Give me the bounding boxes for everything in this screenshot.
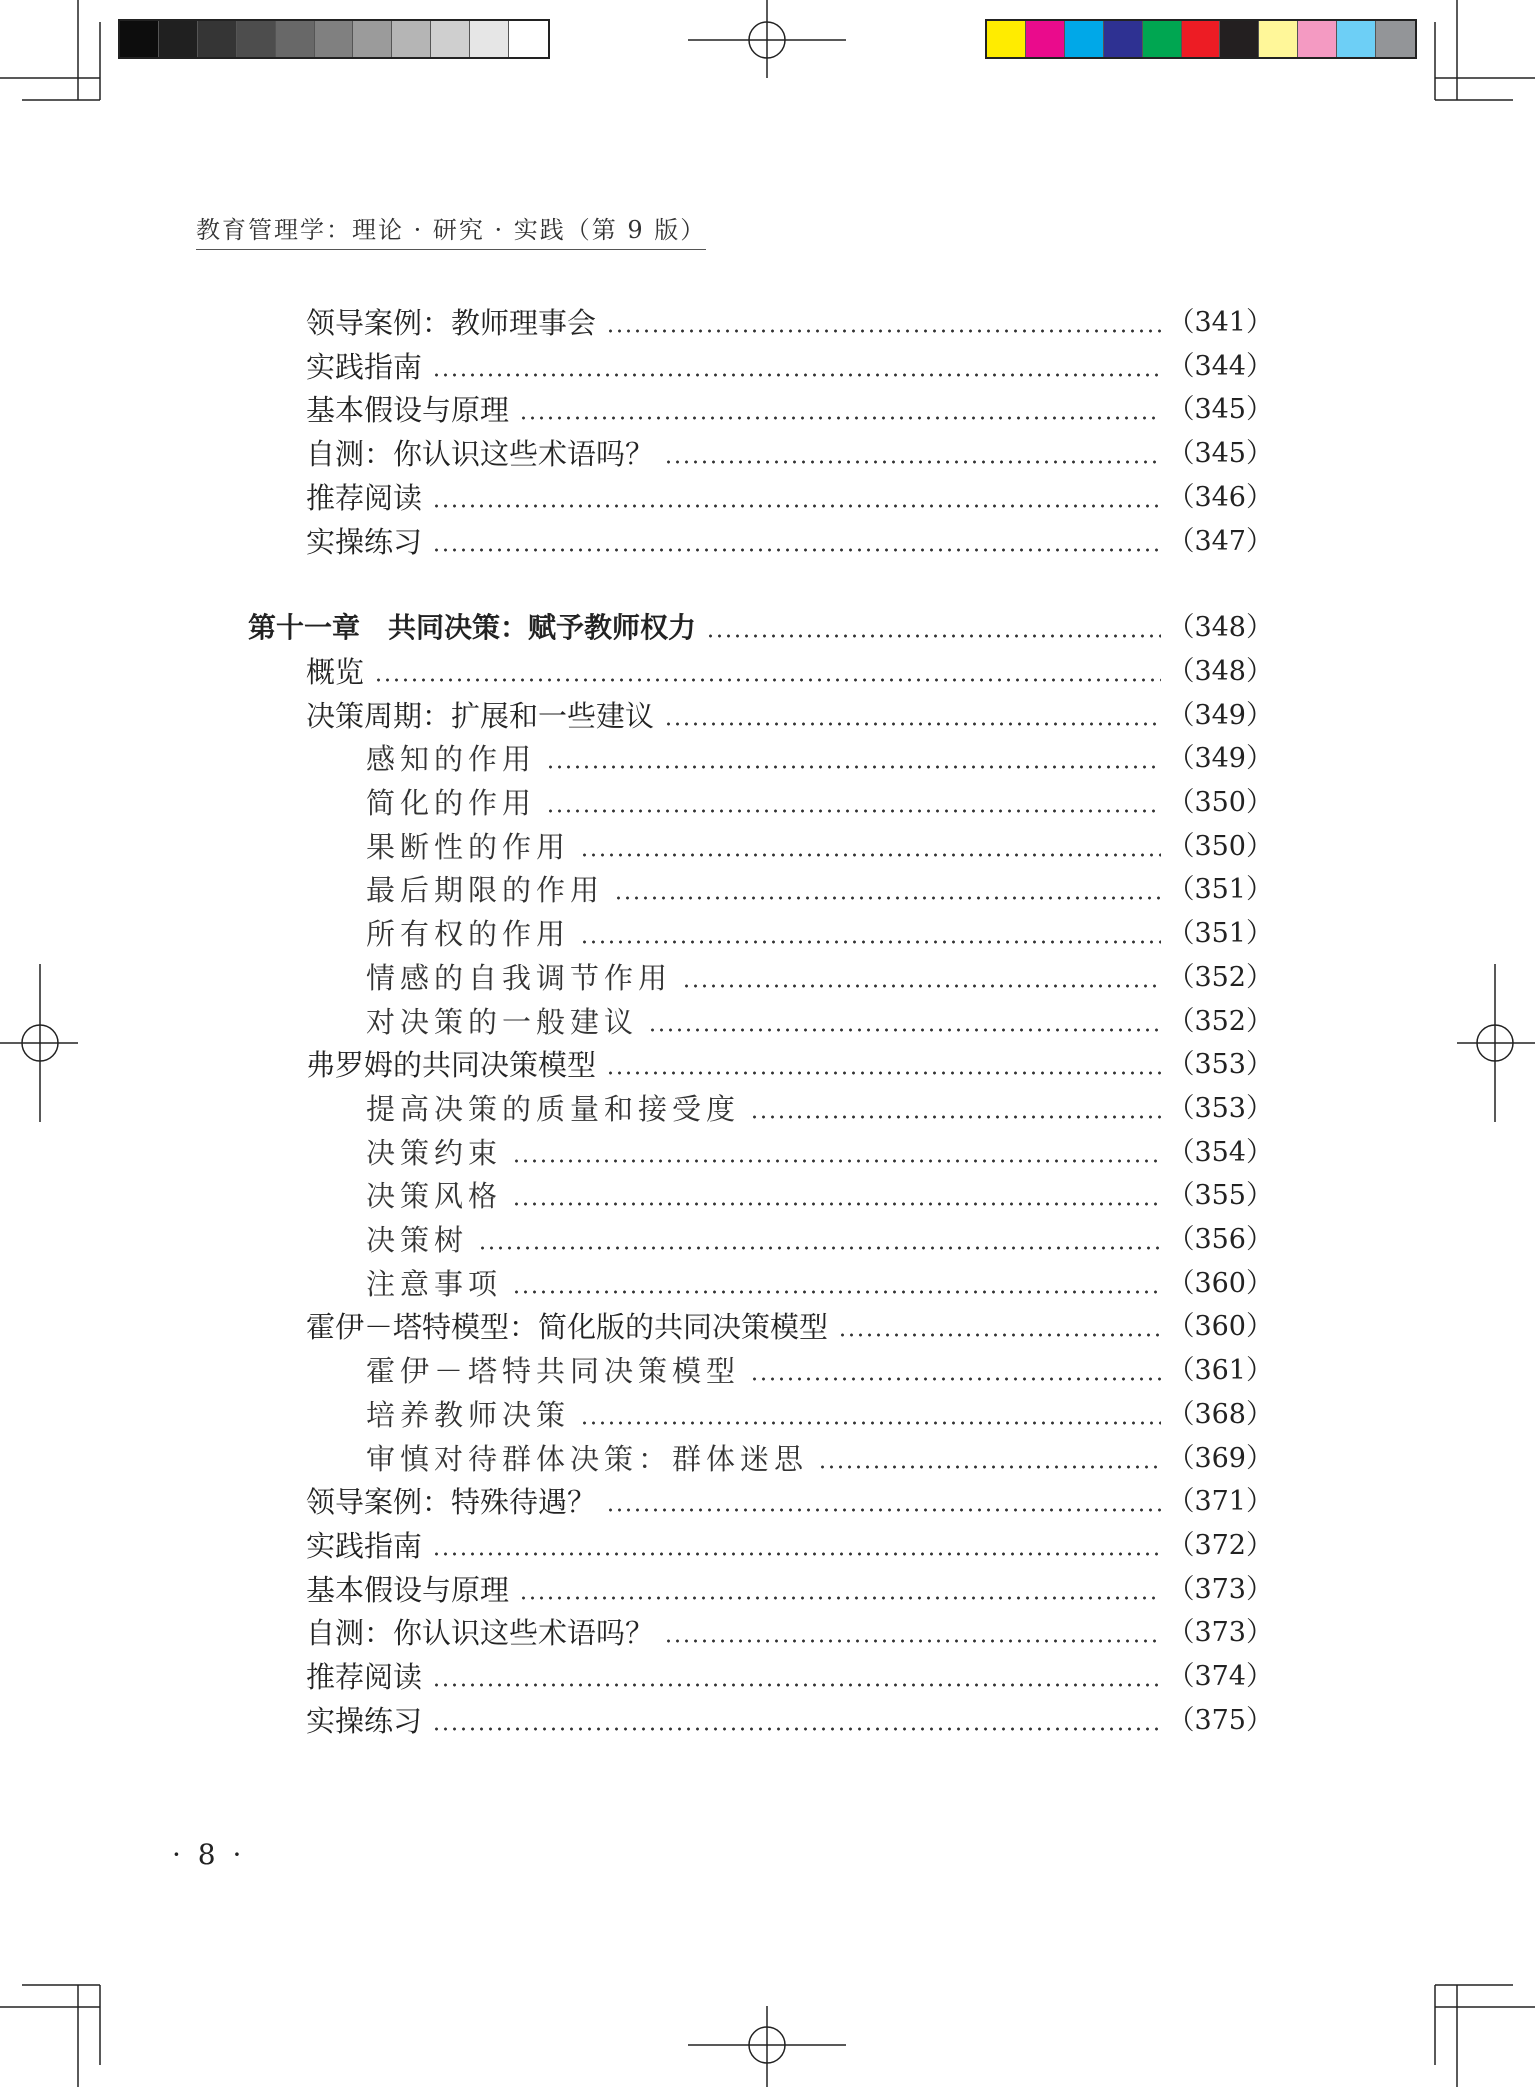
toc-entry <box>306 1482 1273 1522</box>
toc-entry-title: 领导案例：教师理事会 <box>306 306 597 340</box>
toc-entry <box>366 914 1273 954</box>
toc-entry <box>366 1351 1273 1391</box>
dot-leader <box>648 1028 1161 1032</box>
color-swatch <box>431 21 470 57</box>
dot-leader <box>664 722 1161 726</box>
toc-entry-title: 霍伊－塔特共同决策模型 <box>366 1354 741 1389</box>
dot-leader <box>374 678 1161 682</box>
toc-entry-page: （349） <box>1167 699 1273 731</box>
toc-entry-page: （373） <box>1167 1617 1273 1649</box>
toc-entry <box>306 1701 1273 1741</box>
toc-entry <box>306 1657 1273 1697</box>
dot-leader <box>614 896 1161 900</box>
dot-leader <box>606 329 1161 333</box>
toc-entry-page: （355） <box>1167 1180 1273 1212</box>
toc-entry-title: 推荐阅读 <box>306 1660 423 1694</box>
color-swatch <box>237 21 276 57</box>
toc-entry-title: 注意事项 <box>366 1266 503 1301</box>
toc-entry <box>306 1307 1273 1347</box>
toc-entry-page: （347） <box>1167 525 1273 557</box>
toc-entry-page: （345） <box>1167 394 1273 426</box>
toc-entry <box>306 1526 1273 1566</box>
toc-entry-title: 实践指南 <box>306 1528 423 1563</box>
toc-entry <box>306 1613 1273 1653</box>
toc-entry-page: （349） <box>1167 743 1273 775</box>
color-swatch <box>1143 21 1182 57</box>
toc-entry <box>366 739 1273 779</box>
color-swatch <box>1220 21 1259 57</box>
dot-leader <box>432 1727 1161 1731</box>
color-swatch <box>315 21 354 57</box>
toc-entry-page: （361） <box>1167 1355 1273 1387</box>
toc-entry <box>366 1220 1273 1260</box>
toc-entry-page: （352） <box>1167 1005 1273 1037</box>
toc-entry <box>306 522 1273 562</box>
toc-entry-page: （348） <box>1167 655 1273 687</box>
toc-entry <box>366 1264 1273 1304</box>
toc-entry-page: （360） <box>1167 1267 1273 1299</box>
dot-leader <box>664 1639 1161 1643</box>
toc-entry-title: 推荐阅读 <box>306 480 423 515</box>
dot-leader <box>580 1421 1161 1425</box>
toc-entry <box>366 1133 1273 1173</box>
toc-entry-title: 简化的作用 <box>366 786 537 820</box>
color-swatch <box>509 21 548 57</box>
toc-entry-title: 基本假设与原理 <box>306 1572 510 1607</box>
toc-entry <box>306 390 1273 430</box>
toc-entry-page: （350） <box>1167 830 1273 862</box>
toc-entry-title: 情感的自我调节作用 <box>366 960 673 995</box>
toc-entry-page: （360） <box>1167 1311 1273 1343</box>
toc-entry <box>306 1570 1273 1610</box>
toc-entry-title: 对决策的一般建议 <box>366 1004 639 1039</box>
toc-entry <box>306 696 1273 736</box>
dot-leader <box>750 1377 1161 1381</box>
toc-entry-title: 弗罗姆的共同决策模型 <box>306 1048 597 1083</box>
toc-entry-page: （352） <box>1167 961 1273 993</box>
color-swatch <box>1026 21 1065 57</box>
toc-entry-title: 培养教师决策 <box>366 1397 571 1432</box>
dot-leader <box>432 1683 1161 1687</box>
color-swatch <box>1298 21 1337 57</box>
toc-entry-title: 概览 <box>306 654 365 689</box>
grayscale-color-bar <box>118 19 550 59</box>
toc-entry-title: 自测：你认识这些术语吗？ <box>306 437 655 472</box>
dot-leader <box>706 634 1161 638</box>
process-color-bar <box>985 19 1417 59</box>
toc-entry-page: （341） <box>1167 307 1273 338</box>
toc-entry-title: 霍伊－塔特模型：简化版的共同决策模型 <box>306 1310 829 1345</box>
toc-entry-page: （346） <box>1167 481 1273 513</box>
toc-entry-page: （372） <box>1167 1529 1273 1561</box>
toc-entry <box>306 652 1273 692</box>
toc-entry <box>306 434 1273 474</box>
dot-leader <box>750 1115 1161 1119</box>
dot-leader <box>432 1552 1161 1556</box>
toc-entry-title: 所有权的作用 <box>366 917 571 952</box>
color-swatch <box>1104 21 1143 57</box>
dot-leader <box>478 1246 1161 1250</box>
color-swatch <box>470 21 509 57</box>
dot-leader <box>432 373 1161 377</box>
color-swatch <box>392 21 431 57</box>
dot-leader <box>519 1596 1161 1600</box>
toc-entry-page: （348） <box>1167 612 1273 644</box>
toc-entry-title: 自测：你认识这些术语吗？ <box>306 1616 655 1651</box>
color-swatch <box>159 21 198 57</box>
dot-leader <box>580 940 1161 944</box>
toc-entry-page: （344） <box>1167 350 1273 382</box>
toc-entry <box>366 1002 1273 1042</box>
dot-leader <box>546 809 1161 813</box>
toc-entry-title: 提高决策的质量和接受度 <box>366 1091 741 1126</box>
toc-entry-title: 决策约束 <box>366 1135 503 1170</box>
toc-entry-page: （350） <box>1167 787 1273 818</box>
toc-entry-title: 实操练习 <box>306 1703 423 1738</box>
color-swatch <box>276 21 315 57</box>
color-swatch <box>1259 21 1298 57</box>
toc-entry <box>366 827 1273 867</box>
running-header: 教育管理学：理论 · 研究 · 实践（第 9 版） <box>196 210 706 250</box>
color-swatch <box>353 21 392 57</box>
color-swatch <box>1337 21 1376 57</box>
dot-leader <box>606 1071 1161 1075</box>
color-swatch <box>1065 21 1104 57</box>
toc-entry <box>306 303 1273 343</box>
toc-entry <box>366 1395 1273 1435</box>
toc-entry <box>366 1176 1273 1216</box>
toc-entry-title: 第十一章 共同决策：赋予教师权力 <box>248 611 697 645</box>
toc-entry <box>366 870 1273 910</box>
dot-leader <box>519 416 1161 420</box>
toc-entry <box>306 347 1273 387</box>
dot-leader <box>682 984 1161 988</box>
toc-entry-title: 最后期限的作用 <box>366 873 605 908</box>
toc-entry-page: （369） <box>1167 1442 1273 1474</box>
toc-entry-title: 领导案例：特殊待遇？ <box>306 1485 597 1520</box>
toc-entry <box>366 1089 1273 1129</box>
toc-entry-page: （345） <box>1167 438 1273 470</box>
toc-entry <box>306 478 1273 518</box>
toc-entry-title: 果断性的作用 <box>366 829 571 864</box>
toc-entry-page: （353） <box>1167 1049 1273 1081</box>
dot-leader <box>664 460 1161 464</box>
toc-entry-title: 实操练习 <box>306 524 423 559</box>
toc-entry <box>366 1439 1273 1479</box>
toc-entry-title: 决策树 <box>366 1223 469 1257</box>
dot-leader <box>432 504 1161 508</box>
toc-entry <box>366 783 1273 823</box>
toc-entry-page: （375） <box>1167 1704 1273 1736</box>
toc-entry-page: （368） <box>1167 1398 1273 1430</box>
dot-leader <box>512 1159 1161 1163</box>
dot-leader <box>512 1202 1161 1206</box>
dot-leader <box>606 1508 1161 1512</box>
dot-leader <box>838 1333 1161 1337</box>
dot-leader <box>546 765 1161 769</box>
page-number: · 8 · <box>172 1838 246 1871</box>
toc-entry-page: （353） <box>1167 1092 1273 1124</box>
color-swatch <box>198 21 237 57</box>
dot-leader <box>432 548 1161 552</box>
toc-entry-title: 基本假设与原理 <box>306 393 510 428</box>
toc-entry-page: （374） <box>1167 1661 1273 1692</box>
color-swatch <box>1182 21 1221 57</box>
toc-entry-title: 实践指南 <box>306 349 423 384</box>
color-swatch <box>1376 21 1415 57</box>
toc-entry <box>306 1045 1273 1085</box>
color-swatch <box>987 21 1026 57</box>
toc-entry-title: 审慎对待群体决策：群体迷思 <box>366 1441 809 1476</box>
toc-entry-title: 决策风格 <box>366 1179 503 1214</box>
toc-entry-title: 感知的作用 <box>366 742 537 777</box>
color-swatch <box>120 21 159 57</box>
dot-leader <box>580 853 1161 857</box>
toc-entry-page: （354） <box>1167 1136 1273 1168</box>
toc-entry-title: 决策周期：扩展和一些建议 <box>306 698 655 733</box>
toc-entry <box>366 958 1273 998</box>
toc-chapter-entry <box>248 608 1273 648</box>
toc-entry-page: （356） <box>1167 1224 1273 1255</box>
toc-entry-page: （373） <box>1167 1573 1273 1605</box>
toc-entry-page: （351） <box>1167 874 1273 906</box>
toc-entry-page: （371） <box>1167 1486 1273 1518</box>
dot-leader <box>512 1290 1161 1294</box>
toc-entry-page: （351） <box>1167 918 1273 950</box>
dot-leader <box>818 1465 1161 1469</box>
